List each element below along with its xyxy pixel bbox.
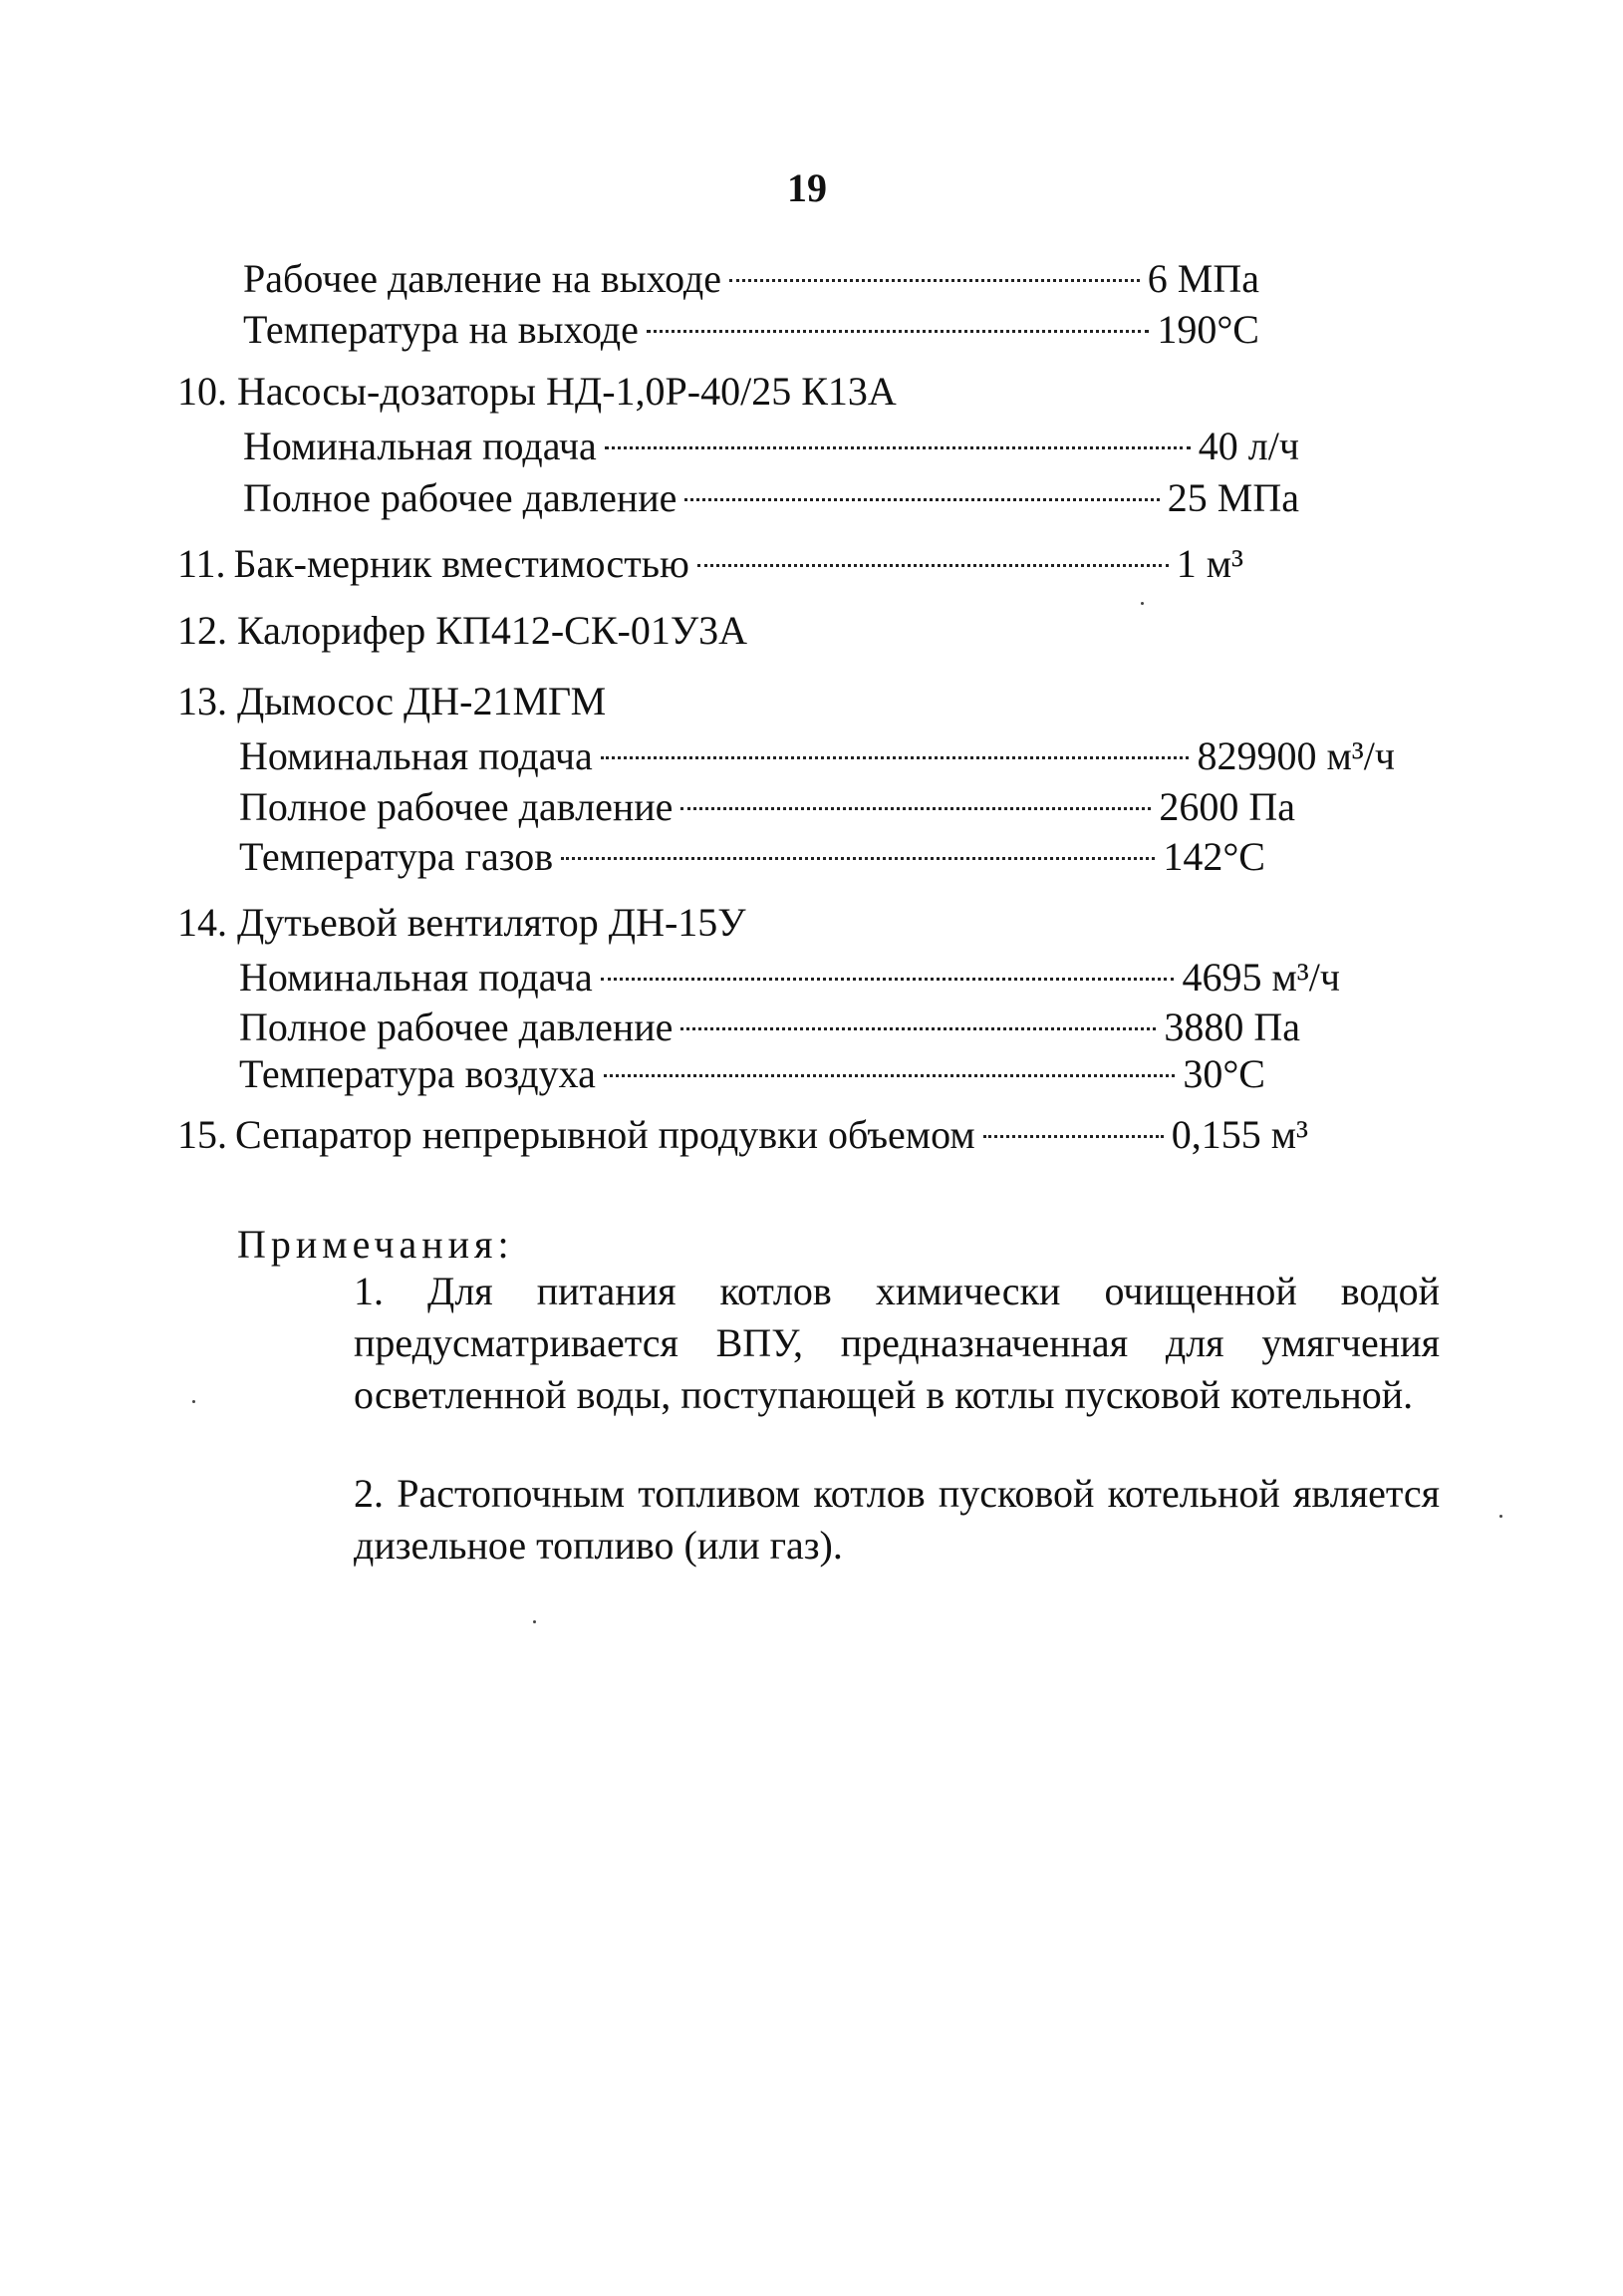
equipment-heading bbox=[177, 366, 1074, 418]
spec-value: 40 л/ч bbox=[1198, 424, 1299, 468]
item-number: 14. bbox=[177, 900, 227, 945]
spec-value: 190°С bbox=[1157, 307, 1259, 352]
note-item: 1. Для питания котлов химически очищенной водой предусматривается ВПУ, предназначенная для умягчения осветленной воды, поступающей в котлы пусковой котельной. bbox=[354, 1269, 1440, 1417]
equipment-title: Калорифер КП412-СК-01У3А bbox=[237, 608, 748, 653]
spec-value: 1 м³ bbox=[1176, 541, 1243, 586]
dotted-leader bbox=[983, 1135, 1164, 1138]
spec-value: 25 МПа bbox=[1167, 475, 1299, 520]
dotted-leader bbox=[684, 498, 1159, 501]
spec-label: Бак-мерник вместимостью bbox=[233, 541, 689, 586]
equipment-title: Дымосос ДН-21МГМ bbox=[237, 679, 607, 723]
item-number: 13. bbox=[177, 679, 227, 723]
dotted-leader bbox=[647, 330, 1149, 333]
numbered-spec-row bbox=[177, 1109, 1308, 1161]
spec-value: 0,155 м³ bbox=[1171, 1112, 1308, 1157]
scan-speck bbox=[533, 1620, 536, 1623]
spec-label: Номинальная подача bbox=[243, 424, 597, 468]
spec-row bbox=[239, 1048, 1265, 1100]
spec-label: Сепаратор непрерывной продувки объемом bbox=[235, 1112, 975, 1157]
spec-row bbox=[239, 952, 1340, 1004]
spec-label: Номинальная подача bbox=[239, 955, 593, 1000]
spec-row bbox=[239, 831, 1265, 883]
spec-label: Температура на выходе bbox=[243, 307, 639, 352]
scan-speck bbox=[192, 1400, 195, 1403]
dotted-leader bbox=[680, 807, 1151, 810]
dotted-leader bbox=[680, 1027, 1156, 1030]
spec-label: Температура газов bbox=[239, 834, 554, 879]
equipment-title: Дутьевой вентилятор ДН-15У bbox=[237, 900, 746, 945]
dotted-leader bbox=[601, 978, 1175, 981]
dotted-leader bbox=[697, 564, 1169, 567]
item-number: 12. bbox=[177, 608, 227, 653]
scan-speck bbox=[1499, 1515, 1502, 1518]
spec-row bbox=[243, 253, 1259, 305]
spec-label: Рабочее давление на выходе bbox=[243, 256, 722, 301]
dotted-leader bbox=[604, 1074, 1175, 1077]
spec-value: 4695 м³/ч bbox=[1182, 955, 1340, 1000]
equipment-heading bbox=[177, 897, 1074, 949]
spec-row bbox=[243, 421, 1299, 472]
page-number: 19 bbox=[787, 165, 827, 210]
spec-value: 2600 Па bbox=[1159, 784, 1295, 829]
spec-label: Полное рабочее давление bbox=[239, 1004, 674, 1049]
spec-value: 829900 м³/ч bbox=[1197, 733, 1395, 778]
spec-label: Полное рабочее давление bbox=[243, 475, 677, 520]
numbered-spec-row bbox=[177, 538, 1243, 590]
equipment-heading bbox=[177, 605, 1074, 657]
spec-label: Номинальная подача bbox=[239, 733, 593, 778]
equipment-heading bbox=[177, 676, 1074, 727]
dotted-leader bbox=[605, 446, 1191, 449]
spec-value: 30°С bbox=[1183, 1051, 1265, 1096]
dotted-leader bbox=[601, 756, 1190, 759]
item-number: 11. bbox=[177, 541, 226, 586]
spec-value: 6 МПа bbox=[1147, 256, 1259, 301]
spec-row bbox=[239, 781, 1295, 833]
spec-row bbox=[243, 472, 1299, 524]
item-number: 10. bbox=[177, 369, 227, 414]
spec-row bbox=[239, 1002, 1300, 1053]
equipment-title: Насосы-дозаторы НД-1,0Р-40/25 К13А bbox=[237, 369, 897, 414]
spec-label: Полное рабочее давление bbox=[239, 784, 674, 829]
notes-heading: Примечания: bbox=[237, 1222, 514, 1267]
spec-row bbox=[243, 304, 1259, 356]
dotted-leader bbox=[561, 857, 1155, 860]
spec-value: 142°С bbox=[1163, 834, 1265, 879]
item-number: 15. bbox=[177, 1112, 227, 1157]
spec-label: Температура воздуха bbox=[239, 1051, 596, 1096]
dotted-leader bbox=[729, 279, 1140, 282]
note-item: 2. Растопочным топливом котлов пусковой котельной является дизельное топливо (или газ). bbox=[354, 1471, 1440, 1568]
scan-speck bbox=[1141, 602, 1144, 605]
spec-row bbox=[239, 730, 1395, 782]
spec-value: 3880 Па bbox=[1164, 1004, 1300, 1049]
